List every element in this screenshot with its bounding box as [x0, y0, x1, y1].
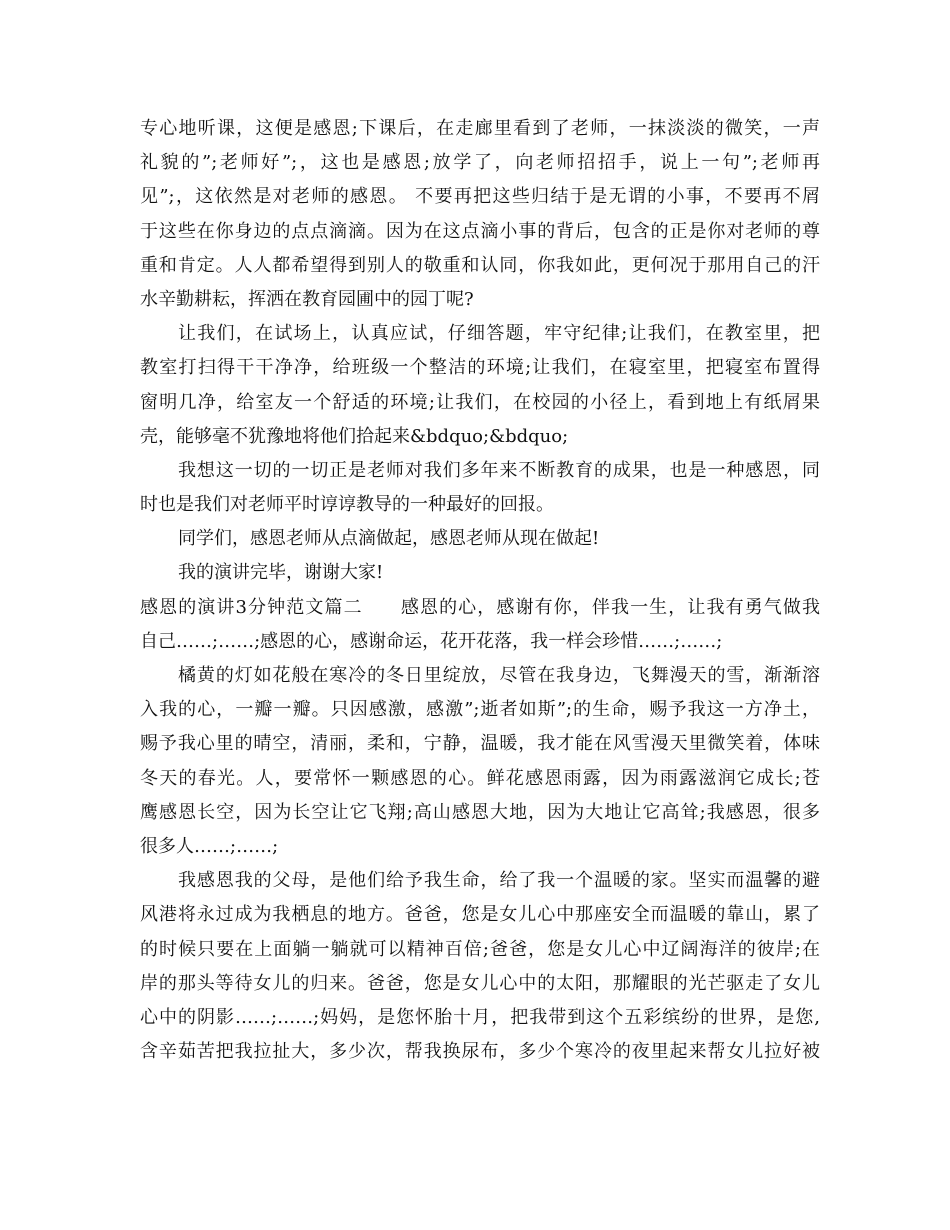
- text-line: 感恩的演讲3分钟范文篇二 感恩的心，感谢有你，伴我一生，让我有勇气做我: [140, 596, 820, 618]
- text-line: 很多人……;……;: [140, 835, 279, 857]
- text-line: 风港将永过成为我栖息的地方。爸爸，您是女儿心中那座安全而温暖的靠山，累了: [140, 904, 820, 926]
- document-body: [140, 112, 820, 1069]
- paragraph-first-line: 让我们，在试场上，认真应试，仔细答题，牢守纪律;让我们，在教室里，把: [178, 323, 820, 345]
- text-line: 水辛勤耕耘，挥洒在教育园圃中的园丁呢?: [140, 288, 474, 310]
- text-line: 壳，能够毫不犹豫地将他们拾起来&bdquo;&bdquo;: [140, 425, 569, 447]
- text-line: 见”;，这依然是对老师的感恩。 不要再把这些归结于是无谓的小事，不要再不屑: [140, 186, 820, 208]
- text-line: 时也是我们对老师平时谆谆教导的一种最好的回报。: [140, 494, 554, 516]
- text-line: 含辛茹苦把我拉扯大，多少次，帮我换尿布，多少个寒冷的夜里起来帮女儿拉好被: [140, 1041, 820, 1063]
- text-line: 专心地听课，这便是感恩;下课后，在走廊里看到了老师，一抹淡淡的微笑，一声: [140, 118, 820, 139]
- text-line: 教室打扫得干干净净，给班级一个整洁的环境;让我们，在寝室里，把寝室布置得: [140, 357, 820, 379]
- text-line: 入我的心，一瓣一瓣。只因感激，感激”;逝者如斯”;的生命，赐予我这一方净土，: [140, 699, 820, 721]
- text-line: 重和肯定。人人都希望得到别人的敬重和认同，你我如此，更何况于那用自己的汗: [140, 254, 820, 276]
- text-line: 心中的阴影……;……;妈妈，是您怀胎十月，把我带到这个五彩缤纷的世界，是您,: [140, 1006, 820, 1028]
- text-line: 于这些在你身边的点点滴滴。因为在这点滴小事的背后，包含的正是你对老师的尊: [140, 220, 820, 242]
- text-line: 岸的那头等待女儿的归来。爸爸，您是女儿心中的太阳，那耀眼的光芒驱走了女儿: [140, 972, 820, 994]
- text-line: 赐予我心里的晴空，清丽，柔和，宁静，温暖，我才能在风雪漫天里微笑着，体味: [140, 733, 820, 755]
- paragraph-first-line: 橘黄的灯如花般在寒冷的冬日里绽放，尽管在我身边，飞舞漫天的雪，渐渐溶: [178, 665, 820, 686]
- text-line: 自己……;……;感恩的心，感谢命运，花开花落，我一样会珍惜……;……;: [140, 630, 723, 652]
- text-line: 冬天的春光。人，要常怀一颗感恩的心。鲜花感恩雨露，因为雨露滋润它成长;苍: [140, 767, 820, 789]
- text-line: 礼貌的”;老师好”;，这也是感恩;放学了，向老师招招手，说上一句”;老师再: [140, 152, 820, 174]
- text-line: 的时候只要在上面躺一躺就可以精神百倍;爸爸，您是女儿心中辽阔海洋的彼岸;在: [140, 938, 820, 960]
- paragraph-first-line: 我的演讲完毕，谢谢大家!: [178, 562, 384, 584]
- text-line: 窗明几净，给室友一个舒适的环境;让我们，在校园的小径上，看到地上有纸屑果: [140, 391, 820, 413]
- paragraph-first-line: 同学们，感恩老师从点滴做起，感恩老师从现在做起!: [178, 528, 600, 550]
- text-line: 鹰感恩长空，因为长空让它飞翔;高山感恩大地，因为大地让它高耸;我感恩，很多: [140, 801, 820, 823]
- paragraph-first-line: 我感恩我的父母，是他们给予我生命，给了我一个温暖的家。坚实而温馨的避: [178, 870, 820, 892]
- paragraph-first-line: 我想这一切的一切正是老师对我们多年来不断教育的成果，也是一种感恩，同: [178, 459, 820, 481]
